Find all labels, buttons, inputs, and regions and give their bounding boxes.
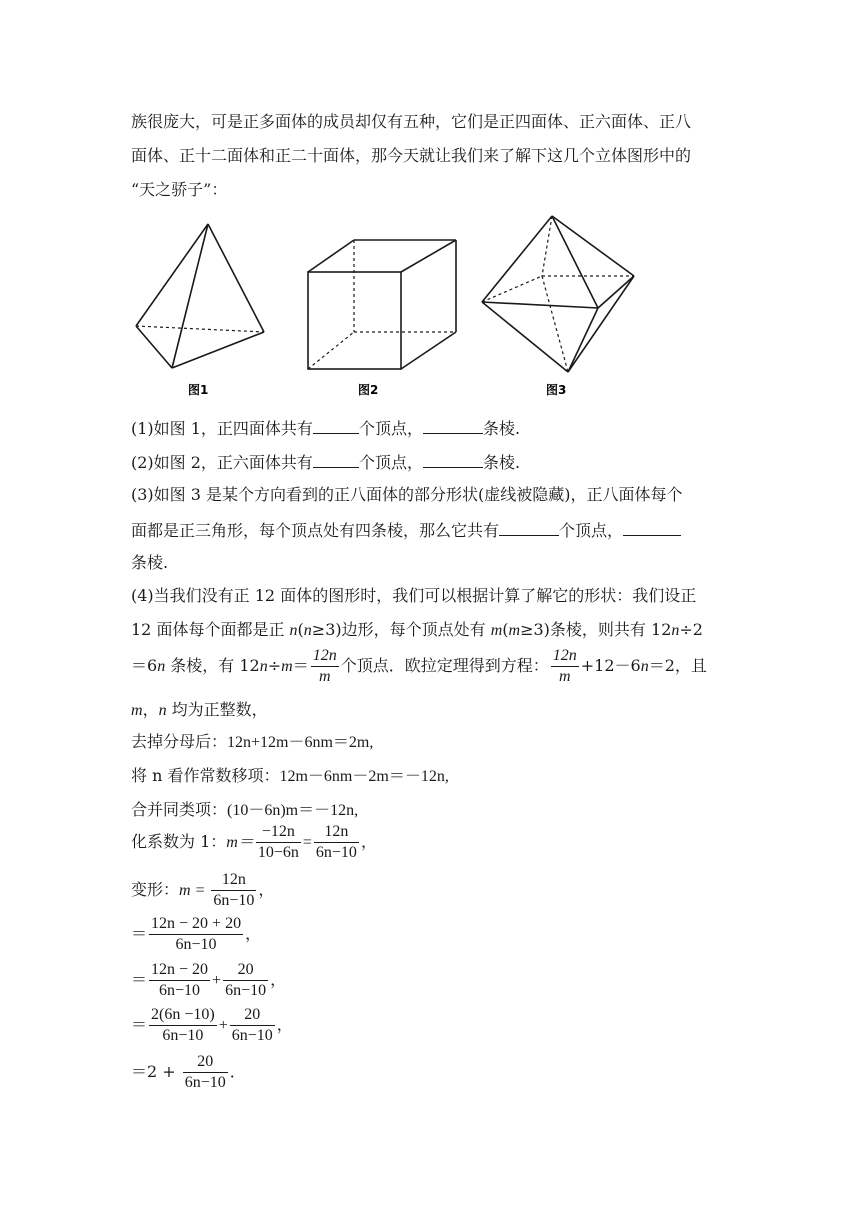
question-4-line-1: (4)当我们没有正 12 面体的图形时，我们可以根据计算了解它的形状：我们设正 — [131, 586, 697, 605]
intro-line-2: 面体、正十二面体和正二十面体，那今天就让我们来了解下这几个立体图形中的 — [131, 146, 692, 165]
figure-3-label: 图3 — [546, 383, 567, 397]
answer-blank[interactable] — [623, 519, 681, 536]
figure-1-label: 图1 — [188, 383, 209, 397]
step-1: 去掉分母后：12n+12m－6nm＝2m, — [131, 732, 374, 751]
octahedron-figure — [482, 216, 634, 372]
answer-blank[interactable] — [499, 519, 559, 536]
step-3: 合并同类项：(10－6n)m＝－12n, — [131, 800, 359, 819]
figure-2-label: 图2 — [358, 383, 379, 397]
answer-blank[interactable] — [423, 451, 483, 468]
cube-figure — [308, 240, 456, 369]
answer-blank[interactable] — [423, 417, 483, 434]
question-2: (2)如图 2，正六面体共有 个顶点， 条棱. — [131, 453, 521, 472]
question-4-line-4: m，n 均为正整数， — [131, 700, 268, 719]
question-1: (1)如图 1，正四面体共有 个顶点， 条棱. — [131, 419, 521, 438]
step-9: ＝2 + $\frac{20}{6n-10}$ ． — [131, 1053, 246, 1091]
intro-line-3: “天之骄子”： — [131, 180, 228, 199]
step-6: ＝ $\frac{12n - 20 + 20}{6n-10}$ ， — [131, 915, 262, 953]
intro-line-1: 族很庞大，可是正多面体的成员却仅有五种，它们是正四面体、正六面体、正八 — [131, 112, 692, 131]
polyhedra-figures — [128, 212, 648, 404]
question-3-line-3: 条棱. — [131, 553, 169, 572]
step-7: ＝ $\frac{12n - 20}{6n-10}$ + $\frac{20}{6n-10}$ ， — [131, 961, 287, 999]
step-2: 将 n 看作常数移项：12m－6nm－2m＝－12n, — [131, 766, 449, 785]
answer-blank[interactable] — [313, 451, 359, 468]
question-3-line-1: (3)如图 3 是某个方向看到的正八面体的部分形状(虚线被隐藏)，正八面体每个 — [131, 485, 683, 504]
fraction: $\frac{12n}{m}$ — [312, 647, 337, 685]
answer-blank[interactable] — [313, 417, 359, 434]
step-5: 变形：m = $\frac{12n}{6n-10}$ ， — [131, 871, 275, 909]
tetrahedron-figure — [136, 224, 264, 368]
step-4: 化系数为 1：m＝ $\frac{-12n}{10-6n}$ = $\frac{12n}{6n-10}$ ， — [131, 823, 377, 861]
question-4-line-3: ＝6n 条棱，有 12n÷m＝ $\frac{12n}{m}$ 个顶点．欧拉定理得到方程： $\frac{12n}{m}$ +12－6n＝2，且 — [131, 647, 707, 685]
fraction: $\frac{12n}{m}$ — [552, 647, 577, 685]
question-3-line-2: 面都是正三角形，每个顶点处有四条棱，那么它共有 个顶点， — [131, 519, 681, 541]
question-4-line-2: 12 面体每个面都是正 n(n≥3)边形，每个顶点处有 m(m≥3)条棱，则共有 12n÷2 — [131, 620, 703, 639]
step-8: ＝ $\frac{2(6n -10)}{6n-10}$ + $\frac{20}{6n-10}$ ， — [131, 1006, 293, 1044]
